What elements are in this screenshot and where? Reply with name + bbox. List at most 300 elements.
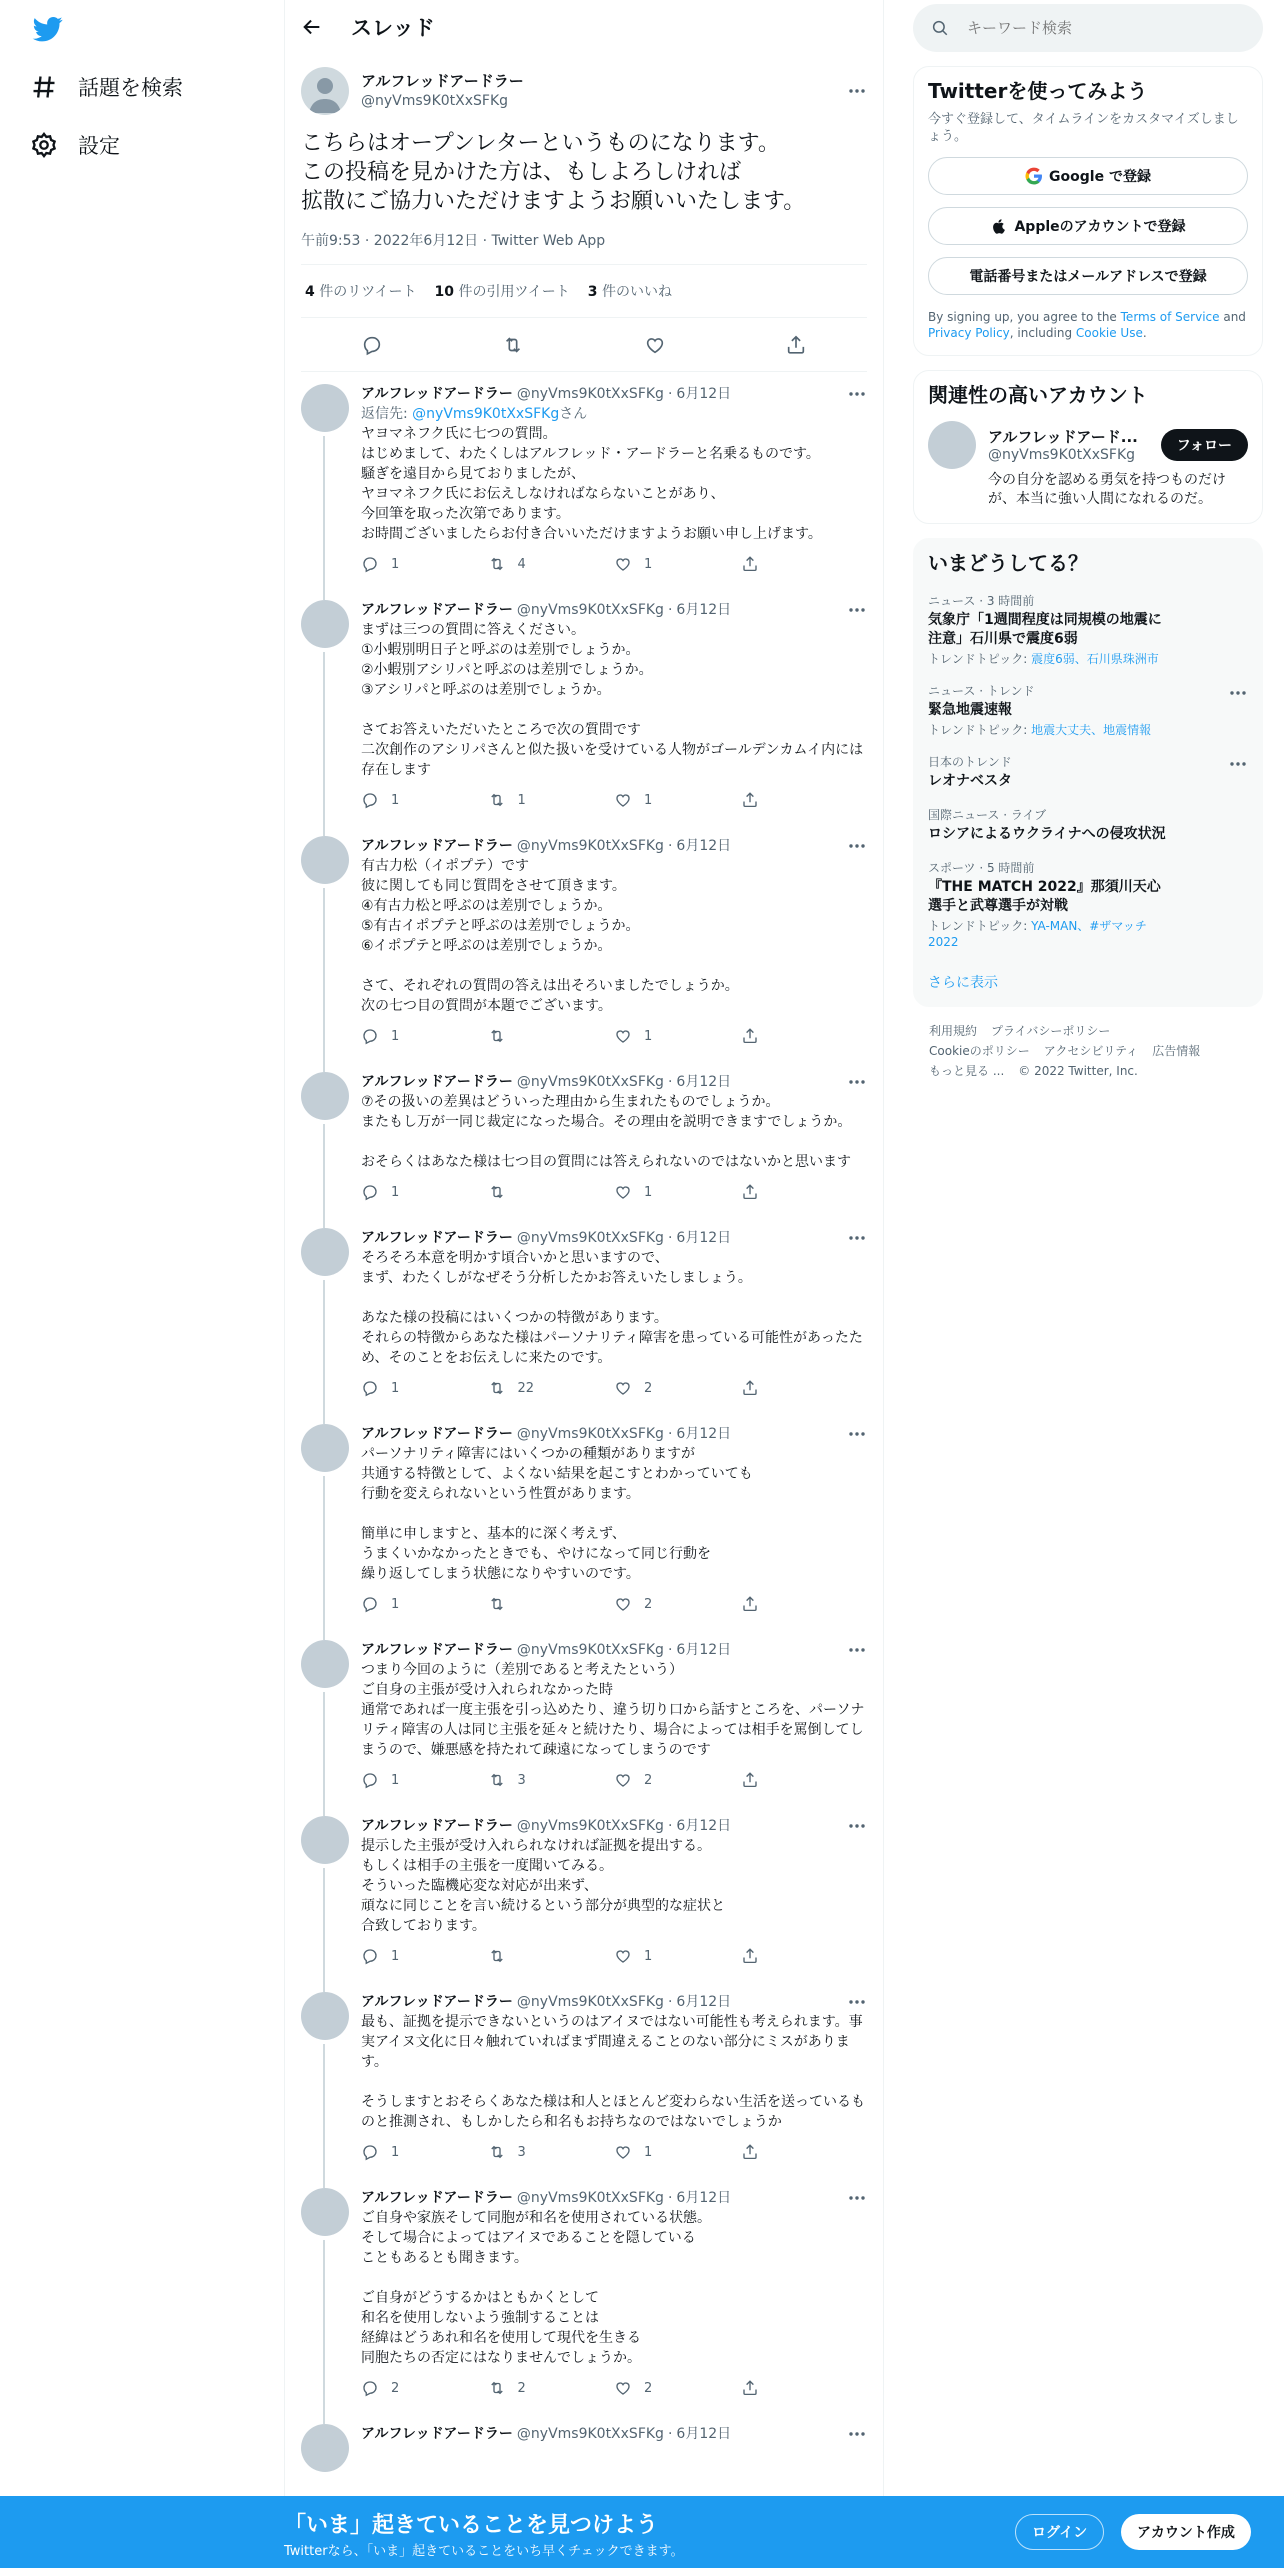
avatar[interactable]	[301, 2188, 349, 2236]
main-tweet	[285, 53, 883, 372]
retweet-button[interactable]	[488, 2143, 615, 2161]
reply-actions	[361, 544, 867, 584]
signup-card	[913, 66, 1263, 356]
phone-email-signup-button[interactable]	[928, 257, 1248, 295]
reply-tweet[interactable]	[285, 1812, 883, 1988]
apple-icon	[990, 217, 1008, 235]
like-count: 2	[644, 2380, 653, 2396]
share-icon	[741, 1027, 759, 1045]
reply-tweet[interactable]	[285, 380, 883, 596]
retweet-count: 2	[517, 2380, 526, 2396]
replying-to: 返信先: @nyVms9K0tXxSFKgさん	[361, 406, 588, 422]
search-icon	[931, 19, 949, 37]
avatar[interactable]	[301, 1992, 349, 2040]
reply-actions	[361, 2368, 867, 2408]
like-button[interactable]	[614, 1027, 741, 1045]
share-button[interactable]	[741, 1027, 868, 1045]
google-icon	[1025, 167, 1043, 185]
related-title: 関連性の高いアカウント	[928, 383, 1148, 407]
reply-author-handle[interactable]: @nyVms9K0tXxSFKg	[516, 1230, 664, 1246]
reply-button[interactable]	[361, 1771, 488, 1789]
trend-related: トレンドトピック: 地震大丈夫、地震情報	[928, 723, 1152, 737]
reply-date[interactable]: 6月12日	[676, 1426, 732, 1442]
reply-to-handle[interactable]: @nyVms9K0tXxSFKg	[412, 406, 560, 422]
reply-icon	[361, 1947, 379, 1965]
reply-tweet[interactable]	[285, 1068, 883, 1224]
share-icon	[741, 791, 759, 809]
reply-author-handle[interactable]: @nyVms9K0tXxSFKg	[516, 1818, 664, 1834]
more-icon[interactable]	[847, 600, 867, 620]
reply-text: まずは三つの質問に答えください。 ①小蝦別明日子と呼ぶのは差別でしょうか。 ②小蝦別アシリパと呼ぶのは差別でしょうか。 ③アシリパと呼ぶのは差別でしょうか。 さてお答えいただいたところで次の質問です 二次創作のアシリパさんと似た扱いを受けている人物がゴールデンカムイ内には存在します	[361, 622, 864, 778]
nav-explore[interactable]	[30, 67, 183, 107]
reply-author-handle[interactable]: @nyVms9K0tXxSFKg	[516, 386, 664, 402]
retweet-icon	[488, 555, 506, 573]
like-button[interactable]	[614, 1183, 741, 1201]
avatar[interactable]	[301, 1640, 349, 1688]
thread-line	[323, 1280, 325, 1424]
reply-icon	[361, 1595, 379, 1613]
reply-button[interactable]	[361, 1947, 488, 1965]
show-more-link[interactable]: さらに表示	[928, 975, 998, 991]
share-icon	[741, 1947, 759, 1965]
reply-button[interactable]	[361, 2379, 488, 2397]
retweet-count: 3	[517, 2144, 526, 2160]
separator: ·	[667, 1818, 673, 1834]
like-count: 1	[644, 1028, 653, 1044]
tweet-stats	[301, 265, 867, 318]
reply-count: 1	[391, 1184, 400, 1200]
share-button[interactable]	[741, 791, 868, 809]
share-button[interactable]	[741, 1947, 868, 1965]
thread-line	[323, 1868, 325, 1992]
reply-list	[285, 372, 883, 2472]
privacy-link[interactable]: Privacy Policy	[928, 326, 1010, 340]
separator: ·	[667, 386, 673, 402]
trend-title: ロシアによるウクライナへの侵攻状況	[928, 826, 1166, 842]
retweet-button[interactable]	[488, 1595, 615, 1613]
reply-count: 2	[391, 2380, 400, 2396]
apple-signup-label: Appleのアカウントで登録	[1014, 219, 1186, 235]
search-box[interactable]	[913, 4, 1263, 52]
avatar[interactable]	[301, 384, 349, 432]
reply-author-handle[interactable]: @nyVms9K0tXxSFKg	[516, 1642, 664, 1658]
avatar[interactable]	[301, 2424, 349, 2472]
thread-line	[323, 436, 325, 600]
signup-terms: By signing up, you agree to the Terms of Service and Privacy Policy, including Cookie Use.	[928, 310, 1246, 340]
reply-icon	[361, 791, 379, 809]
reply-author-name[interactable]: アルフレッドアードラー	[361, 2190, 513, 2206]
like-button[interactable]	[614, 1771, 741, 1789]
reply-author-name[interactable]: アルフレッドアードラー	[361, 1230, 513, 1246]
retweet-icon	[488, 1379, 506, 1397]
like-icon	[614, 1379, 632, 1397]
reply-button[interactable]	[361, 2143, 488, 2161]
reply-date[interactable]: 6月12日	[676, 1074, 732, 1090]
reply-author-handle[interactable]: @nyVms9K0tXxSFKg	[516, 602, 664, 618]
share-icon	[741, 1595, 759, 1613]
share-icon[interactable]	[785, 334, 807, 356]
like-button[interactable]	[614, 1595, 741, 1613]
more-icon[interactable]	[1228, 683, 1248, 703]
reply-author-name[interactable]: アルフレッドアードラー	[361, 1426, 513, 1442]
trend-item[interactable]	[928, 807, 1248, 844]
twitter-bird-icon[interactable]	[30, 14, 66, 44]
share-button[interactable]	[741, 1771, 868, 1789]
trend-context: 国際ニュース · ライブ	[928, 808, 1047, 822]
reply-author-handle[interactable]: @nyVms9K0tXxSFKg	[516, 1426, 664, 1442]
footer-copyright: © 2022 Twitter, Inc.	[1018, 1064, 1138, 1078]
retweet-button[interactable]	[488, 555, 615, 573]
like-count[interactable]: 3 件のいいね	[587, 284, 672, 300]
more-icon[interactable]	[847, 384, 867, 404]
separator: ·	[667, 602, 673, 618]
like-button[interactable]	[614, 2143, 741, 2161]
reply-date[interactable]: 6月12日	[676, 2190, 732, 2206]
reply-count: 1	[391, 1028, 400, 1044]
reply-actions	[361, 1368, 867, 1408]
tweet-text: こちらはオープンレターというものになります。 この投稿を見かけた方は、もしよろしければ 拡散にご協力いただけますようお願いいたします。	[301, 131, 806, 214]
reply-actions	[361, 1172, 867, 1212]
reply-icon[interactable]	[361, 334, 383, 356]
reply-date[interactable]: 6月12日	[676, 602, 732, 618]
signup-subtitle: 今すぐ登録して、タイムラインをカスタマイズしましょう。	[928, 112, 1239, 144]
more-icon[interactable]	[847, 2188, 867, 2208]
footer-privacy[interactable]: プライバシーポリシー	[991, 1024, 1111, 1038]
reply-author-handle[interactable]: @nyVms9K0tXxSFKg	[516, 1074, 664, 1090]
reply-text: そろそろ本意を明かす頃合いかと思いますので、 まず、わたくしがなぜそう分析したかお答えいたしましょう。 あなた様の投稿にはいくつかの特徴があります。 それらの特徴からあなた様はパーソナリティ障害を患っている可能性があったため、そのことをお伝えしに来たのです。	[361, 1250, 863, 1366]
like-button[interactable]	[614, 1379, 741, 1397]
reply-author-handle[interactable]: @nyVms9K0tXxSFKg	[516, 1994, 664, 2010]
avatar[interactable]	[928, 421, 976, 469]
reply-text: 有古力松（イポプテ）です 彼に関しても同じ質問をさせて頂きます。 ④有古力松と呼ぶのは差別でしょうか。 ⑤有古イポプテと呼ぶのは差別でしょうか。 ⑥イポプテと呼ぶのは差別でしょうか。 さて、それぞれの質問の答えは出そろいましたでしょうか。 次の七つ目の質問が本題でございます。	[361, 858, 739, 1014]
reply-tweet[interactable]	[285, 1988, 883, 2184]
trend-related-topics[interactable]: 震度6弱、石川県珠洲市	[1031, 652, 1159, 666]
reply-icon	[361, 1027, 379, 1045]
more-icon[interactable]	[847, 1816, 867, 1836]
like-button[interactable]	[614, 555, 741, 573]
reply-author-name[interactable]: アルフレッドアードラー	[361, 386, 513, 402]
reply-actions	[361, 1760, 867, 1800]
reply-date[interactable]: 6月12日	[676, 386, 732, 402]
reply-count: 1	[391, 556, 400, 572]
reply-text: 提示した主張が受け入れられなければ証拠を提出する。 もしくは相手の主張を一度聞いてみる。 そういった臨機応変な対応が出来ず、 頑なに同じことを言い続けるという部分が典型的な症状と 合致しております。	[361, 1838, 725, 1934]
retweet-button[interactable]	[488, 1027, 615, 1045]
nav-settings[interactable]	[30, 125, 120, 165]
reply-tweet[interactable]	[285, 1420, 883, 1636]
share-button[interactable]	[741, 1595, 868, 1613]
like-icon	[614, 555, 632, 573]
back-arrow-icon[interactable]	[301, 16, 323, 38]
share-button[interactable]	[741, 1183, 868, 1201]
right-sidebar	[913, 0, 1263, 1081]
reply-icon	[361, 555, 379, 573]
reply-date[interactable]: 6月12日	[676, 1818, 732, 1834]
reply-text: ご自身や家族そして同胞が和名を使用されている状態。 そして場合によってはアイヌであることを隠している こともあるとも聞きます。 ご自身がどうするかはともかくとして 和名を使用しないよう強制することは 経緯はどうあれ和名を使用して現代を生きる 同胞たちの否定にはなりませんでしょうか。	[361, 2210, 711, 2366]
trend-related-topics[interactable]: YA-MAN、#ザマッチ2022	[928, 919, 1147, 949]
hashtag-icon	[30, 73, 58, 101]
search-input[interactable]	[967, 19, 1207, 37]
reply-author-handle[interactable]: @nyVms9K0tXxSFKg	[516, 2190, 664, 2206]
reply-tweet[interactable]	[285, 596, 883, 832]
phone-email-signup-label: 電話番号またはメールアドレスで登録	[969, 269, 1207, 285]
reply-actions	[361, 1016, 867, 1056]
more-icon[interactable]	[847, 2424, 867, 2444]
terms-link[interactable]: Terms of Service	[1120, 310, 1220, 324]
trend-related: トレンドトピック: YA-MAN、#ザマッチ2022	[928, 919, 1147, 949]
retweet-icon	[488, 1595, 506, 1613]
reply-button[interactable]	[361, 1183, 488, 1201]
trend-title: 緊急地震速報	[928, 702, 1012, 718]
separator: ·	[667, 1426, 673, 1442]
trend-list	[928, 593, 1248, 950]
more-icon[interactable]	[847, 1640, 867, 1660]
footer-ads[interactable]: 広告情報	[1152, 1044, 1201, 1058]
like-icon	[614, 2379, 632, 2397]
reply-date[interactable]: 6月12日	[676, 1230, 732, 1246]
avatar[interactable]	[301, 67, 349, 115]
retweet-button[interactable]	[488, 1183, 615, 1201]
avatar[interactable]	[301, 1816, 349, 1864]
retweet-icon	[488, 2379, 506, 2397]
trend-related: トレンドトピック: 震度6弱、石川県珠洲市	[928, 652, 1159, 666]
like-button[interactable]	[614, 2379, 741, 2397]
reply-button[interactable]	[361, 555, 488, 573]
trend-related-topics[interactable]: 地震大丈夫、地震情報	[1031, 723, 1152, 737]
bottom-bar-subtitle: Twitterなら、「いま」起きていることをいち早くチェックできます。	[284, 2544, 684, 2559]
share-icon	[741, 2143, 759, 2161]
reply-author-handle[interactable]: @nyVms9K0tXxSFKg	[516, 2426, 664, 2442]
separator: ·	[667, 2426, 673, 2442]
more-icon[interactable]	[847, 1424, 867, 1444]
thread-line	[323, 1476, 325, 1640]
reply-actions	[361, 2132, 867, 2172]
retweet-button[interactable]	[488, 1947, 615, 1965]
like-count: 1	[644, 2144, 653, 2160]
reply-count: 1	[391, 1948, 400, 1964]
nav-settings-label: 設定	[78, 134, 120, 158]
reply-author-name[interactable]: アルフレッドアードラー	[361, 1994, 513, 2010]
reply-actions	[361, 780, 867, 820]
retweet-count: 4	[517, 556, 526, 572]
avatar[interactable]	[301, 836, 349, 884]
trend-context: ニュース · トレンド	[928, 684, 1035, 698]
reply-author-name[interactable]: アルフレッドアードラー	[361, 1642, 513, 1658]
retweet-count: 1	[517, 792, 526, 808]
related-name[interactable]: アルフレッドアード...	[988, 428, 1138, 446]
avatar[interactable]	[301, 1424, 349, 1472]
footer-more[interactable]: もっと見る ...	[929, 1064, 1005, 1078]
reply-text: ⑦その扱いの差異はどういった理由から生まれたものでしょうか。 またもし万が一同じ裁定になった場合。その理由を説明できますでしょうか。 おそらくはあなた様は七つ目の質問には答えられないのではないかと思います	[361, 1094, 852, 1170]
reply-tweet[interactable]	[285, 1636, 883, 1812]
more-icon[interactable]	[1228, 754, 1248, 774]
reply-text: 最も、証拠を提示できないというのはアイヌではない可能性も考えられます。事実アイヌ文化に日々触れていればまず間違えることのない部分にミスがあります。 そうしますとおそらくあなた様は和人とほとんど変わらない生活を送っているものと推測され、もしかしたら和名もお持ちなのではないでしょうか	[361, 2014, 865, 2130]
trend-title: レオナベスタ	[928, 773, 1012, 789]
reply-author-name[interactable]: アルフレッドアードラー	[361, 2426, 513, 2442]
reply-icon	[361, 2379, 379, 2397]
more-icon[interactable]	[847, 1228, 867, 1248]
thread-line	[323, 2044, 325, 2188]
trend-item[interactable]	[928, 860, 1248, 950]
reply-text: ヤヨマネフク氏に七つの質問。 はじめまして、わたくしはアルフレッド・アードラーと名乗るものです。 騒ぎを遠目から見ておりましたが、 ヤヨマネフク氏にお伝えしなければならないことがあり、 今回筆を取った次第であります。 お時間ございましたらお付き合いいただけますようお願い申し上げます。	[361, 426, 822, 542]
reply-author-name[interactable]: アルフレッドアードラー	[361, 1818, 513, 1834]
separator: ·	[667, 1642, 673, 1658]
tweet-actions	[301, 318, 867, 372]
separator: ·	[667, 838, 673, 854]
reply-date[interactable]: 6月12日	[676, 1642, 732, 1658]
footer-links	[913, 1021, 1263, 1081]
quote-count[interactable]: 10 件の引用ツイート	[434, 284, 570, 300]
thread-line	[323, 2240, 325, 2424]
share-icon	[741, 2379, 759, 2397]
more-icon[interactable]	[847, 836, 867, 856]
page-title: スレッド	[351, 15, 435, 40]
thread-line	[323, 1124, 325, 1228]
google-signup-label: Google で登録	[1049, 169, 1151, 185]
retweet-count[interactable]: 4 件のリツイート	[305, 284, 417, 300]
like-icon	[614, 2143, 632, 2161]
retweet-icon	[488, 791, 506, 809]
footer-accessibility[interactable]: アクセシビリティ	[1043, 1044, 1139, 1058]
retweet-icon[interactable]	[502, 334, 524, 356]
reply-date[interactable]: 6月12日	[676, 2426, 732, 2442]
trend-context: ニュース · 3 時間前	[928, 594, 1035, 608]
retweet-button[interactable]	[488, 791, 615, 809]
like-icon	[614, 1771, 632, 1789]
author-handle[interactable]: @nyVms9K0tXxSFKg	[361, 93, 509, 109]
like-icon	[614, 791, 632, 809]
reply-actions	[361, 1584, 867, 1624]
related-handle[interactable]: @nyVms9K0tXxSFKg	[988, 447, 1136, 463]
trend-item[interactable]	[928, 593, 1248, 667]
reply-button[interactable]	[361, 1027, 488, 1045]
like-icon	[614, 1595, 632, 1613]
reply-text: つまり今回のように（差別であると考えたという） ご自身の主張が受け入れられなかった時 通常であれば一度主張を引っ込めたり、違う切り口から話すところを、パーソナリティ障害の人は同じ主張を延々と続けたり、場合によっては相手を罵倒してしまうので、嫌悪感を持たれて疎遠になってしまうのです	[361, 1662, 865, 1758]
reply-date[interactable]: 6月12日	[676, 838, 732, 854]
apple-signup-button[interactable]	[928, 207, 1248, 245]
like-icon[interactable]	[644, 334, 666, 356]
reply-button[interactable]	[361, 1379, 488, 1397]
follow-button[interactable]: フォロー	[1161, 429, 1248, 461]
reply-text: パーソナリティ障害にはいくつかの種類がありますが 共通する特徴として、よくない結果を起こすとわかっていても 行動を変えられないという性質があります。 簡単に申しますと、基本的に深く考えず、 うまくいかなかったときでも、やけになって同じ行動を 繰り返してしまう状態になりやすいのです。	[361, 1446, 753, 1582]
trends-card	[913, 538, 1263, 1007]
retweet-icon	[488, 2143, 506, 2161]
reply-tweet[interactable]	[285, 2184, 883, 2420]
separator: ·	[667, 1230, 673, 1246]
reply-count: 1	[391, 1596, 400, 1612]
more-icon[interactable]	[847, 81, 867, 101]
like-count: 1	[644, 1948, 653, 1964]
thread-header	[285, 0, 883, 53]
avatar[interactable]	[301, 1072, 349, 1120]
google-signup-button[interactable]	[928, 157, 1248, 195]
reply-icon	[361, 1379, 379, 1397]
related-bio: 今の自分を認める勇気を持つものだけが、本当に強い人間になれるのだ。	[988, 472, 1226, 507]
reply-date[interactable]: 6月12日	[676, 1994, 732, 2010]
retweet-icon	[488, 1947, 506, 1965]
thread-line	[323, 888, 325, 1072]
reply-tweet[interactable]	[285, 832, 883, 1068]
reply-count: 1	[391, 1772, 400, 1788]
related-account[interactable]	[928, 421, 1248, 469]
retweet-count: 22	[517, 1380, 535, 1396]
avatar[interactable]	[301, 1228, 349, 1276]
bottom-signup-bar	[0, 2496, 1284, 2568]
retweet-button[interactable]	[488, 1771, 615, 1789]
more-icon[interactable]	[847, 1992, 867, 2012]
reply-author-handle[interactable]: @nyVms9K0tXxSFKg	[516, 838, 664, 854]
reply-author-name[interactable]: アルフレッドアードラー	[361, 838, 513, 854]
share-icon	[741, 1771, 759, 1789]
tweet-timestamp[interactable]: 午前9:53 · 2022年6月12日 · Twitter Web App	[301, 230, 867, 265]
thread-column	[284, 0, 884, 2568]
share-icon	[741, 555, 759, 573]
reply-actions	[361, 1936, 867, 1976]
trend-item[interactable]	[928, 754, 1248, 791]
trend-context: スポーツ · 5 時間前	[928, 861, 1035, 875]
reply-count: 1	[391, 2144, 400, 2160]
reply-icon	[361, 1183, 379, 1201]
author-name[interactable]: アルフレッドアードラー	[361, 72, 524, 90]
reply-button[interactable]	[361, 791, 488, 809]
retweet-icon	[488, 1027, 506, 1045]
like-count: 2	[644, 1772, 653, 1788]
footer-terms[interactable]: 利用規約	[929, 1024, 978, 1038]
more-icon[interactable]	[847, 1072, 867, 1092]
like-icon	[614, 1027, 632, 1045]
share-icon	[741, 1379, 759, 1397]
like-count: 2	[644, 1380, 653, 1396]
share-icon	[741, 1183, 759, 1201]
separator: ·	[667, 1074, 673, 1090]
avatar[interactable]	[301, 600, 349, 648]
trend-context: 日本のトレンド	[928, 755, 1012, 769]
thread-line	[323, 1692, 325, 1816]
related-accounts-card	[913, 370, 1263, 524]
like-button[interactable]	[614, 791, 741, 809]
trends-title: いまどうしてる？	[928, 551, 1088, 575]
bottom-bar-title: 「いま」起きていることを見つけよう	[284, 2513, 659, 2538]
cookie-link[interactable]: Cookie Use	[1075, 326, 1143, 340]
retweet-button[interactable]	[488, 1379, 615, 1397]
retweet-button[interactable]	[488, 2379, 615, 2397]
left-nav	[0, 0, 284, 2568]
share-button[interactable]	[741, 2143, 868, 2161]
retweet-icon	[488, 1771, 506, 1789]
login-button[interactable]: ログイン	[1015, 2514, 1104, 2550]
like-count: 1	[644, 556, 653, 572]
signup-button[interactable]: アカウント作成	[1121, 2514, 1251, 2550]
share-button[interactable]	[741, 2379, 868, 2397]
trend-title: 気象庁「1週間程度は同規模の地震に注意」石川県で震度6弱	[928, 612, 1162, 647]
reply-count: 1	[391, 792, 400, 808]
reply-button[interactable]	[361, 1595, 488, 1613]
like-count: 1	[644, 1184, 653, 1200]
like-icon	[614, 1947, 632, 1965]
nav-explore-label: 話題を検索	[78, 76, 183, 100]
reply-tweet[interactable]	[285, 2420, 883, 2472]
trend-item[interactable]	[928, 683, 1248, 738]
like-button[interactable]	[614, 1947, 741, 1965]
footer-cookie[interactable]: Cookieのポリシー	[929, 1044, 1030, 1058]
gear-icon	[30, 131, 58, 159]
reply-author-name[interactable]: アルフレッドアードラー	[361, 602, 513, 618]
reply-author-name[interactable]: アルフレッドアードラー	[361, 1074, 513, 1090]
reply-icon	[361, 1771, 379, 1789]
reply-tweet[interactable]	[285, 1224, 883, 1420]
share-button[interactable]	[741, 1379, 868, 1397]
separator: ·	[667, 1994, 673, 2010]
share-button[interactable]	[741, 555, 868, 573]
